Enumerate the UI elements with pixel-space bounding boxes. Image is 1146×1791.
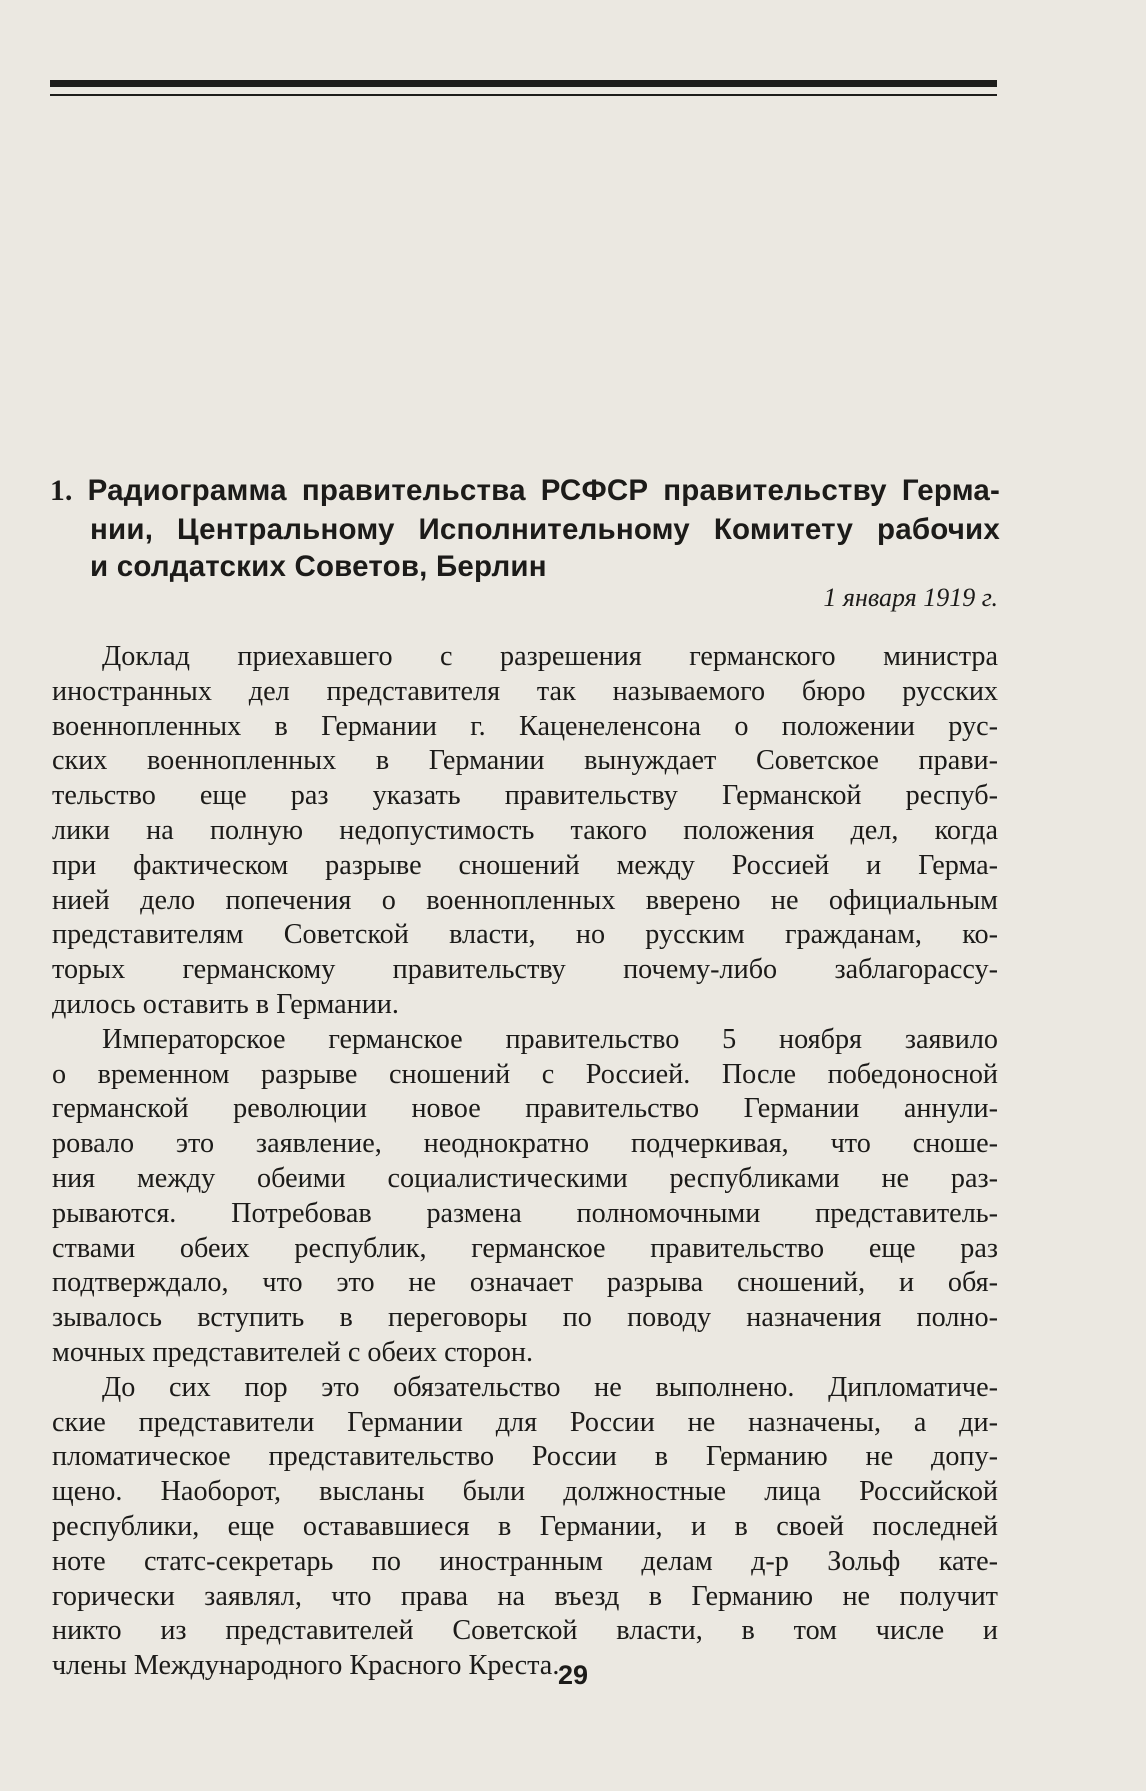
text-line: иностранных дел представителя так называемого бюро русских [52, 675, 998, 707]
heading-line-3: и солдатских Советов, Берлин [90, 550, 547, 583]
text-line: лики на полную недопустимость такого положения дел, когда [52, 814, 998, 846]
section-heading [50, 472, 1000, 586]
text-line: никто из представителей Советской власти, в том числе и [52, 1615, 998, 1647]
text-line: о временном разрыве сношений с Россией. После победоносной [52, 1058, 998, 1090]
text-line: нией дело попечения о военнопленных вверено не официальным [52, 884, 998, 916]
text-line: Доклад приехавшего с разрешения германского министра [102, 641, 998, 672]
text-line: военнопленных в Германии г. Каценеленсона о положении рус- [52, 710, 998, 742]
text-line: ния между обеими социалистическими республиками не раз- [52, 1162, 998, 1194]
text-line: представителям Советской власти, но русским гражданам, ко- [52, 919, 998, 951]
text-line: рываются. Потребовав размена полномочными представитель- [52, 1197, 998, 1229]
text-line: подтверждало, что это не означает разрыва сношений, и обя- [52, 1267, 998, 1299]
text-line: мочных представителей с обеих сторон. [52, 1336, 534, 1368]
text-line: До сих пор это обязательство не выполнено. Дипломатиче- [102, 1371, 998, 1403]
section-number: 1. [50, 475, 73, 507]
heading-line-1 [50, 472, 1000, 511]
paragraph-2 [52, 1023, 998, 1371]
text-line: ровало это заявление, неоднократно подчеркивая, что сноше- [52, 1128, 998, 1160]
text-line: щено. Наоборот, высланы были должностные лица Российской [52, 1476, 998, 1508]
heading-line-1-text: Радиограмма правительства РСФСР правительству Герма- [87, 474, 1000, 507]
paragraph-1 [52, 640, 998, 1023]
section-date: 1 января 1919 г. [823, 583, 998, 612]
text-line: республики, еще остававшиеся в Германии, и в своей последней [52, 1510, 998, 1542]
text-line: члены Международного Красного Креста. [52, 1650, 560, 1682]
header-rule-thin [50, 94, 997, 96]
text-line: торых германскому правительству почему-либо заблагорассу- [52, 954, 998, 986]
text-line: ствами обеих республик, германское правительство еще раз [52, 1232, 998, 1264]
text-line: при фактическом разрыве сношений между Россией и Герма- [52, 849, 998, 881]
text-line: германской революции новое правительство Германии аннули- [52, 1093, 998, 1125]
text-line: тельство еще раз указать правительству Германской респуб- [52, 780, 998, 812]
heading-line-2: нии, Центральному Исполнительному Комитету рабочих [90, 512, 1000, 546]
text-line: Императорское германское правительство 5 ноября заявило [102, 1023, 998, 1055]
text-line: ноте статс-секретарь по иностранным делам д-р Зольф кате- [52, 1545, 998, 1577]
text-line: горически заявлял, что права на въезд в Германию не получит [52, 1580, 998, 1612]
text-line: ские представители Германии для России не назначены, а ди- [52, 1406, 998, 1438]
text-line: пломатическое представительство России в Германию не допу- [52, 1441, 998, 1473]
text-line: ских военнопленных в Германии вынуждает Советское прави- [52, 745, 998, 777]
text-line: зывалось вступить в переговоры по поводу назначения полно- [52, 1302, 998, 1334]
text-line: дилось оставить в Германии. [52, 988, 399, 1020]
paragraph-3 [52, 1371, 998, 1684]
body-text [52, 640, 998, 1684]
header-rule-thick [50, 80, 997, 87]
page-number: 29 [557, 1660, 589, 1690]
